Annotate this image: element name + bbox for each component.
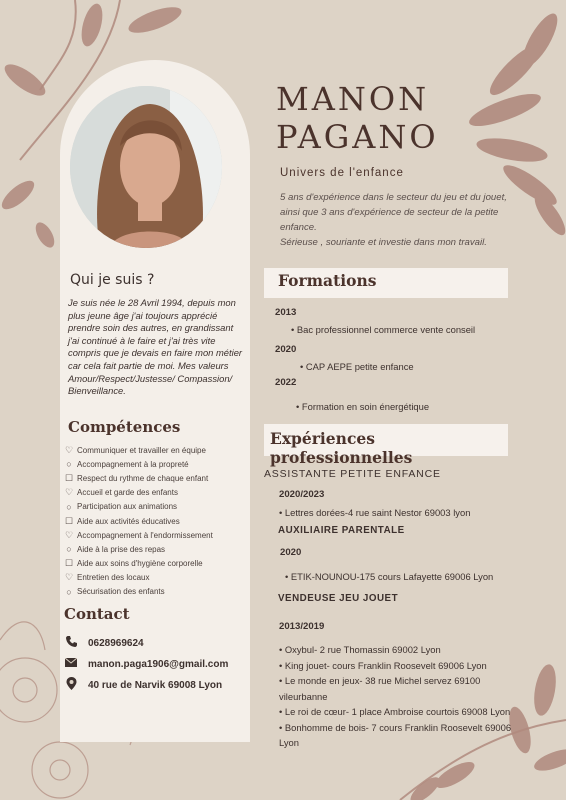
skill-item: ○ Participation aux animations (64, 500, 213, 514)
job-details (279, 642, 529, 751)
intro-line-2: Sérieuse , souriante et investie dans mon travail. (280, 237, 487, 248)
about-text: Je suis née le 28 Avril 1994, depuis mon plus jeune âge j'ai toujours apprécié prendre soin des autres, en grandissant j'ai continué à le faire et j'ai très vite compris que je devais en faire mon métier car cela fait partie de moi. Mes valeurs Amour/Respect/Justesse/ Compassion/ Bienveillance. (68, 297, 243, 397)
subtitle: Univers de l'enfance (280, 167, 404, 179)
formations-band (264, 268, 508, 298)
job-title: VENDEUSE JEU JOUET (278, 593, 399, 604)
skill-item: ☐ Respect du rythme de chaque enfant (64, 472, 209, 483)
skill-item: ○ Accompagnement à la propreté (64, 457, 213, 471)
job-details (285, 569, 535, 585)
heart-icon: ♡ (64, 572, 74, 583)
first-name: MANON (276, 80, 430, 118)
full-name (276, 80, 439, 156)
experiences-band (264, 424, 508, 467)
skill-item: ♡ Entretien des locaux (64, 572, 150, 583)
contact-title: Contact (64, 605, 130, 623)
square-icon: ☐ (64, 515, 74, 526)
formation-item: • Formation en soin énergétique (296, 401, 430, 412)
job-detail: • Le roi de cœur- 1 place Ambroise courtois 69008 Lyon (279, 706, 511, 717)
heart-icon: ♡ (64, 444, 74, 455)
formation-item: • CAP AEPE petite enfance (300, 361, 414, 372)
job-details (279, 505, 529, 521)
email-address[interactable]: manon.paga1906@gmail.com (88, 658, 229, 670)
skills-title: Compétences (68, 418, 181, 436)
skills-list (64, 443, 213, 599)
profile-photo (70, 86, 222, 248)
job-detail: • Oxybul- 2 rue Thomassin 69002 Lyon (279, 644, 441, 655)
circle-icon: ○ (66, 544, 72, 555)
square-icon: ☐ (64, 558, 74, 569)
contact-email (64, 658, 228, 670)
job-years: 2020 (280, 547, 302, 558)
last-name: PAGANO (276, 118, 439, 156)
formation-year: 2020 (275, 344, 297, 355)
contact-phone (64, 636, 144, 650)
job-detail: • Bonhomme de bois- 7 cours Franklin Roosevelt 69006 Lyon (279, 721, 512, 748)
phone-number[interactable]: 0628969624 (88, 637, 144, 649)
skill-item: ♡ Accompagnement à l'endormissement (64, 529, 213, 540)
mail-icon (64, 658, 78, 670)
skill-item: ○ Sécurisation des enfants (64, 585, 213, 599)
skill-item: ♡ Accueil et garde des enfants (64, 487, 178, 498)
intro-text (280, 190, 520, 250)
skill-item: ☐ Aide aux soins d'hygiène corporelle (64, 558, 203, 569)
phone-icon (64, 636, 78, 650)
formations-title: Formations (278, 271, 377, 290)
job-detail: • ETIK-NOUNOU-175 cours Lafayette 69006 Lyon (285, 571, 494, 582)
job-detail: • Le monde en jeux- 38 rue Michel servez 69100 vileurbanne (279, 675, 481, 702)
contact-address (64, 677, 222, 693)
formation-item: • Bac professionnel commerce vente conseil (291, 324, 476, 335)
heart-icon: ♡ (64, 487, 74, 498)
about-title: Qui je suis ? (70, 272, 155, 288)
job-years: 2013/2019 (279, 621, 325, 632)
job-title: ASSISTANTE PETITE ENFANCE (264, 468, 441, 480)
circle-icon: ○ (66, 586, 72, 597)
job-detail: • King jouet- cours Franklin Roosevelt 69006 Lyon (279, 659, 487, 671)
square-icon: ☐ (64, 472, 74, 483)
circle-icon: ○ (66, 501, 72, 512)
job-years: 2020/2023 (279, 489, 325, 500)
location-icon (64, 677, 78, 693)
job-detail: • Lettres dorées-4 rue saint Nestor 69003 lyon (279, 507, 471, 518)
heart-icon: ♡ (64, 529, 74, 540)
formation-year: 2022 (275, 377, 297, 388)
skill-item: ☐ Aide aux activités éducatives (64, 515, 180, 526)
skill-item: ○ Aide à la prise des repas (64, 542, 213, 556)
job-title: AUXILIAIRE PARENTALE (278, 525, 405, 536)
intro-line-1: 5 ans d'expérience dans le secteur du jeu et du jouet, ainsi que 3 ans d'expérience de secteur de la petite enfance. (280, 192, 507, 233)
circle-icon: ○ (66, 459, 72, 470)
experiences-title: Expériences professionnelles (270, 429, 413, 467)
skill-item: ♡ Communiquer et travailler en équipe (64, 444, 206, 455)
formation-year: 2013 (275, 307, 297, 318)
address: 40 rue de Narvik 69008 Lyon (88, 679, 223, 691)
